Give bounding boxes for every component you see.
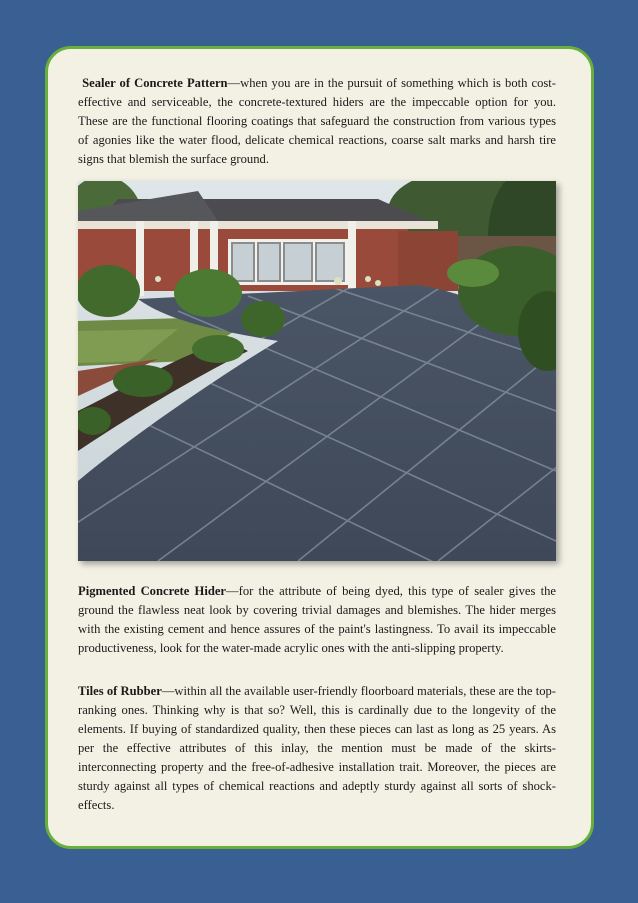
body-concrete-pattern: —when you are in the pursuit of something which is both cost-effective and serviceable, the concrete-textured hiders are the impeccable option for you. These are the functional flooring coatings that safeguard the construction from various types of agonies like the water flood, delicate chemical reactions, coarse salt marks and harsh tire signs that blemish the surface ground. [78, 76, 556, 166]
paragraph-concrete-pattern [78, 74, 556, 169]
heading-pigmented-hider: Pigmented Concrete Hider [78, 584, 227, 598]
body-rubber-tiles: —within all the available user-friendly floorboard materials, these are the top-ranking ones. Thinking why is that so? Well, this is cardinally due to the longevity of the elements. If buying of standardized quality, then these pieces can last as long as 25 years. As per the effective attributes of this inlay, the mention must be made of the skirts-interconnecting property and the free-of-adhesive installation trait. Moreover, the pieces are sturdy against all types of chemical reactions and adeptly sturdy against all sorts of shock-effects. [78, 684, 556, 812]
paragraph-pigmented-hider [78, 582, 556, 658]
heading-rubber-tiles: Tiles of Rubber [78, 684, 162, 698]
driveway-photo [78, 181, 556, 561]
paragraph-rubber-tiles [78, 682, 556, 815]
heading-concrete-pattern: Sealer of Concrete Pattern [82, 76, 228, 90]
body-pigmented-hider: —for the attribute of being dyed, this type of sealer gives the ground the flawless neat look by covering trivial damages and blemishes. The hider merges with the existing cement and hence assures of the paint's lastingness. To avail its impeccable productiveness, look for the water-made acrylic ones with the anti-slipping property. [78, 584, 557, 655]
